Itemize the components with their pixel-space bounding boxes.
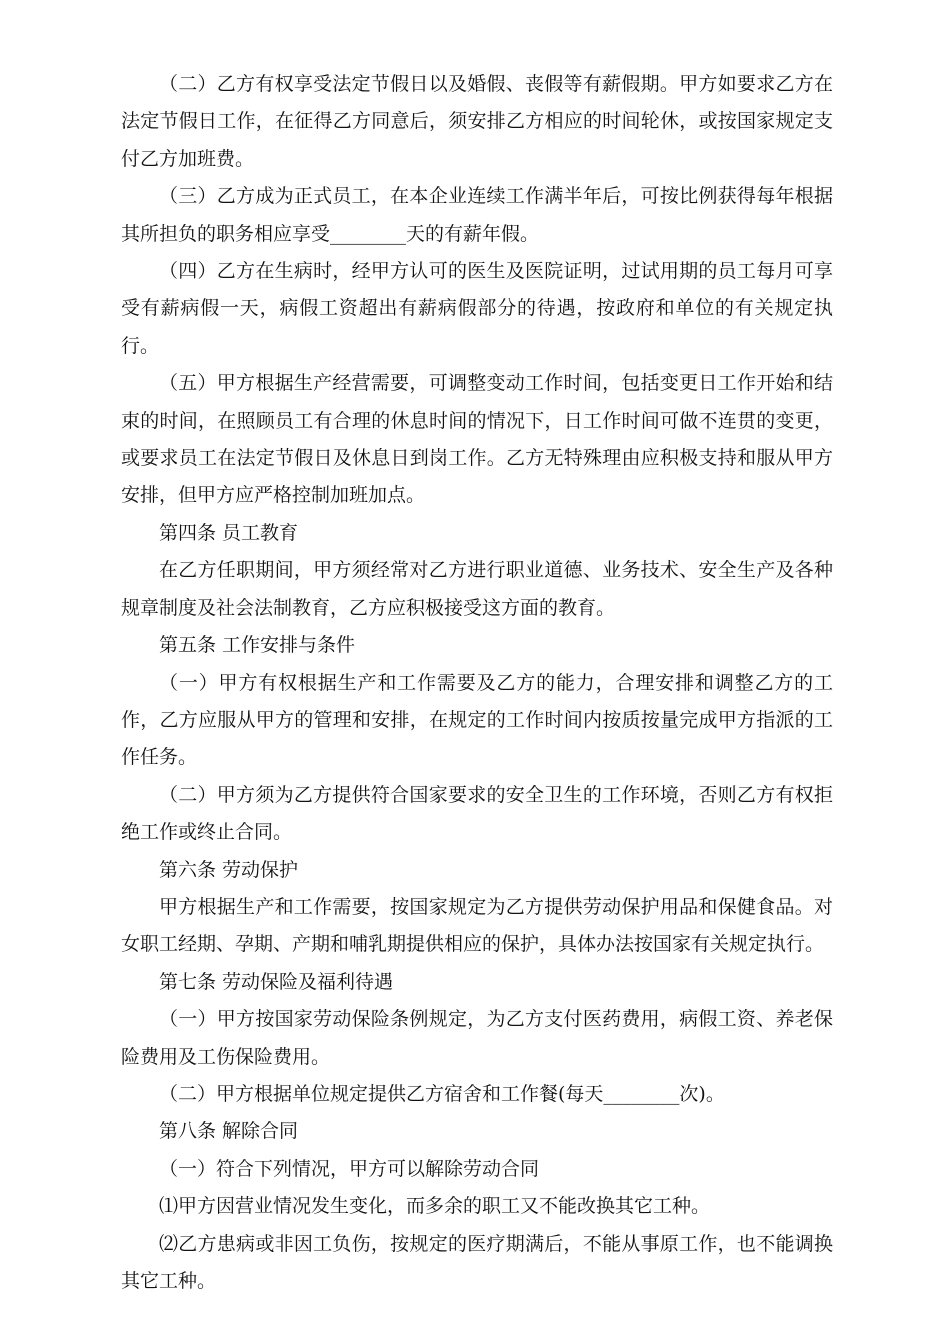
paragraph-holiday-rights: （二）乙方有权享受法定节假日以及婚假、丧假等有薪假期。甲方如要求乙方在法定节假日工作，在征得乙方同意后，须安排乙方相应的时间轮休，或按国家规定支付乙方加班费。	[121, 73, 833, 170]
heading-article-8: 第八条 解除合同	[159, 1120, 299, 1143]
heading-article-7: 第七条 劳动保险及福利待遇	[159, 970, 394, 993]
paragraph-work-environment: （二）甲方须为乙方提供符合国家要求的安全卫生的工作环境，否则乙方有权拒绝工作或终止合同。	[121, 783, 833, 844]
paragraph-sick-leave: （四）乙方在生病时，经甲方认可的医生及医院证明，过试用期的员工每月可享受有薪病假一天，病假工资超出有薪病假部分的待遇，按政府和单位的有关规定执行。	[121, 260, 833, 357]
paragraph-labor-protection: 甲方根据生产和工作需要，按国家规定为乙方提供劳动保护用品和保健食品。对女职工经期、孕期、产期和哺乳期提供相应的保护，具体办法按国家有关规定执行。	[121, 895, 833, 956]
paragraph-work-time-adjustment: （五）甲方根据生产经营需要，可调整变动工作时间，包括变更日工作开始和结束的时间，在照顾员工有合理的休息时间的情况下，日工作时间可做不连贯的变更，或要求员工在法定节假日及休息日到岗工作。乙方无特殊理由应积极支持和服从甲方安排，但甲方应严格控制加班加点。	[121, 372, 833, 507]
paragraph-staff-education: 在乙方任职期间，甲方须经常对乙方进行职业道德、业务技术、安全生产及各种规章制度及社会法制教育，乙方应积极接受这方面的教育。	[121, 559, 833, 619]
paragraph-work-arrangement: （一）甲方有权根据生产和工作需要及乙方的能力，合理安排和调整乙方的工作，乙方应服从甲方的管理和安排，在规定的工作时间内按质按量完成甲方指派的工作任务。	[121, 671, 833, 769]
heading-article-5: 第五条 工作安排与条件	[159, 634, 356, 657]
heading-article-6: 第六条 劳动保护	[159, 858, 299, 881]
heading-article-4: 第四条 员工教育	[159, 521, 299, 544]
paragraph-termination-conditions: （一）符合下列情况，甲方可以解除劳动合同	[159, 1157, 540, 1180]
document-page	[121, 66, 833, 1300]
paragraph-annual-leave: （三）乙方成为正式员工，在本企业连续工作满半年后，可按比例获得每年根据其所担负的职务相应享受________天的有薪年假。	[121, 185, 833, 245]
list-item-business-change: ⑴甲方因营业情况发生变化，而多余的职工又不能改换其它工种。	[159, 1195, 711, 1218]
paragraph-insurance: （一）甲方按国家劳动保险条例规定，为乙方支付医药费用，病假工资、养老保险费用及工伤保险费用。	[121, 1008, 833, 1068]
list-item-illness: ⑵乙方患病或非因工负伤，按规定的医疗期满后，不能从事原工作，也不能调换其它工种。	[121, 1232, 833, 1292]
paragraph-dormitory-meals: （二）甲方根据单位规定提供乙方宿舍和工作餐(每天________次)。	[159, 1082, 725, 1105]
